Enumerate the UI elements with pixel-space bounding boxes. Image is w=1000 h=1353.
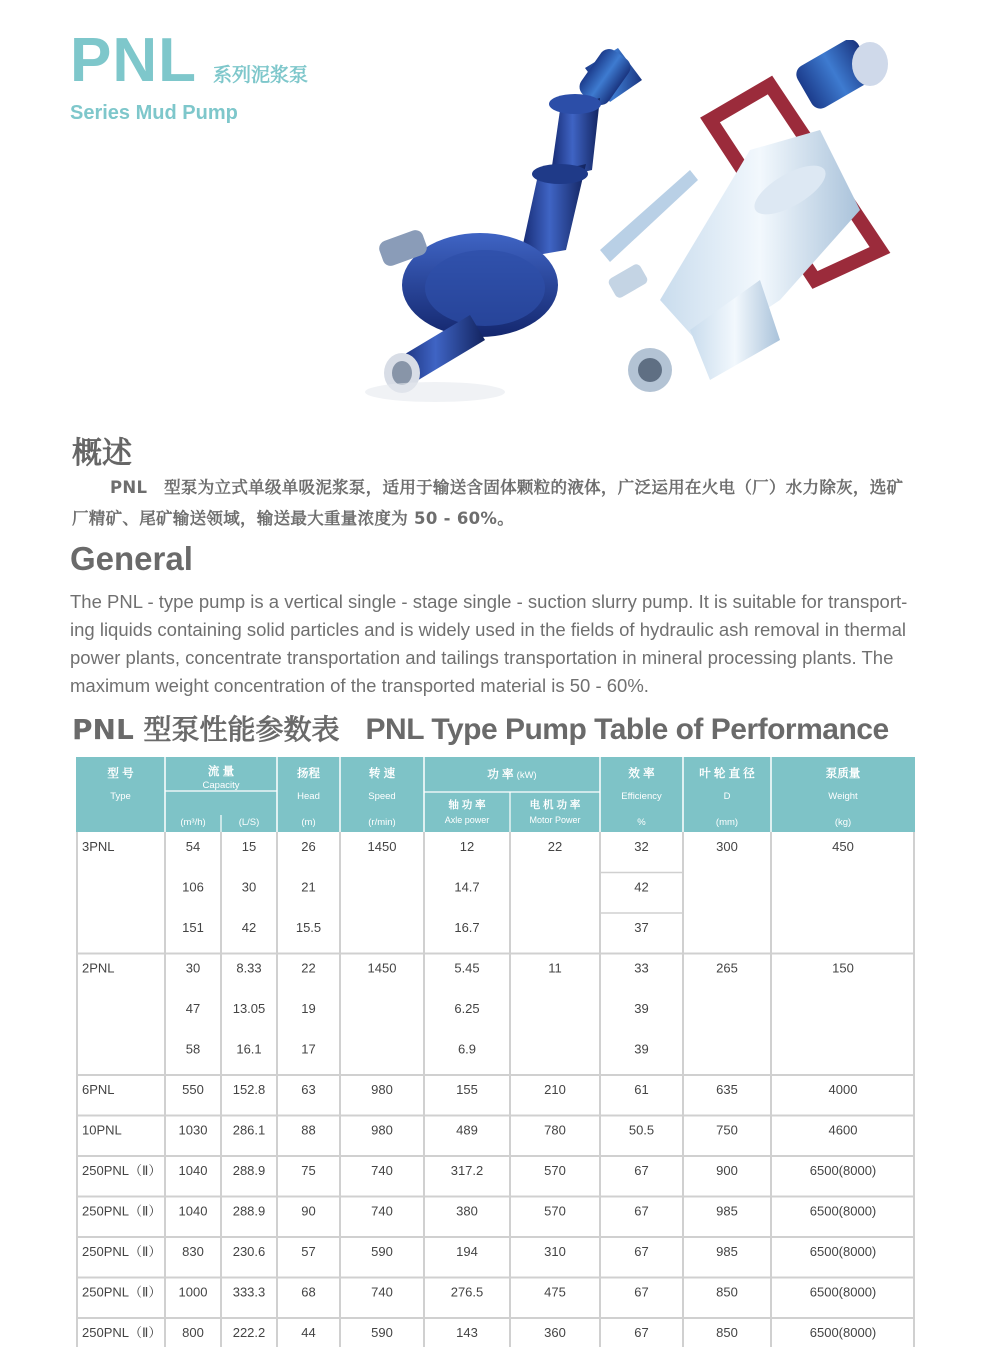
cell-weight: 6500(8000) [809,1325,877,1340]
cell-efficiency: 67 [634,1163,649,1178]
cell-capacity-ls: 288.9 [232,1203,266,1219]
cell-type: 250PNL（Ⅱ） [82,1203,162,1219]
pump-left [365,45,642,402]
cell-impeller-diameter: 300 [716,839,738,854]
cell-speed: 1450 [367,960,397,976]
cell-capacity-ls: 288.9 [232,1163,266,1178]
header-motor-power-en: Motor Power [529,815,581,825]
cell-head: 68 [301,1284,316,1300]
header-efficiency-en: Efficiency [621,791,662,802]
header-head-en: Head [297,791,320,802]
cell-efficiency: 32 [634,839,649,854]
cell-efficiency: 39 [634,1041,649,1057]
cell-speed: 980 [371,1122,393,1138]
cell-capacity-m3h: 30 [185,960,201,976]
header-speed-unit: (r/min) [368,817,396,828]
cell-axle-power: 5.45 [454,960,480,976]
cell-capacity-m3h: 830 [182,1244,204,1259]
cell-capacity-ls: 333.3 [232,1284,266,1300]
cell-weight: 450 [832,839,854,854]
cell-motor-power: 22 [547,839,563,854]
cell-speed: 980 [371,1082,393,1097]
cell-motor-power: 780 [544,1122,566,1138]
cell-weight: 6500(8000) [809,1244,877,1259]
cell-speed: 590 [371,1325,393,1340]
cell-impeller-diameter: 985 [716,1244,738,1259]
cell-motor-power: 11 [548,960,562,976]
cell-type: 250PNL（Ⅱ） [82,1325,162,1340]
cell-impeller-diameter: 900 [716,1163,738,1178]
header-type-cn: 型 号 [107,768,134,780]
cell-type: 3PNL [82,839,115,854]
performance-table [76,757,915,1347]
cell-motor-power: 570 [544,1203,566,1219]
header-capacity-cn: 流 量 [207,766,235,778]
cell-motor-power: 210 [544,1082,566,1097]
cell-weight: 150 [832,960,854,976]
header-power: 功 率 (kW) [487,769,537,781]
header-speed-en: Speed [368,791,396,802]
cell-efficiency: 37 [634,920,649,935]
cell-speed: 1450 [367,839,397,854]
table-title-cn: PNL 型泵性能参数表 [72,713,340,746]
header-diameter-unit: (mm) [715,817,739,828]
cell-efficiency: 67 [634,1325,649,1340]
cell-head: 57 [301,1244,316,1259]
cell-impeller-diameter: 750 [716,1122,738,1138]
cell-capacity-ls: 152.8 [232,1082,266,1097]
cell-head: 21 [301,879,316,895]
cell-head: 90 [301,1203,316,1219]
cell-type: 250PNL（Ⅱ） [82,1163,162,1178]
cell-weight: 6500(8000) [809,1284,877,1300]
cell-efficiency: 67 [634,1284,649,1300]
cell-efficiency: 33 [634,960,649,976]
cell-axle-power: 155 [456,1082,478,1097]
cell-motor-power: 570 [544,1163,566,1178]
header-power-unit: (kW) [516,770,537,781]
cell-capacity-m3h: 1030 [178,1122,208,1138]
cell-head: 17 [301,1041,316,1057]
cell-weight: 4000 [828,1082,858,1097]
cell-head: 26 [301,839,316,854]
cell-impeller-diameter: 635 [716,1082,738,1097]
overview-text-cn: PNL 型泵为立式单级单吸泥浆泵，适用于输送含固体颗粒的液体，广泛运用在火电（厂）水力除灰，选矿厂精矿、尾矿输送领域，输送最大重量浓度为 50 - 60%。 [72,478,904,528]
cell-capacity-ls: 222.2 [232,1325,266,1340]
cell-motor-power: 475 [544,1284,566,1300]
cell-efficiency: 61 [634,1082,649,1097]
cell-efficiency: 42 [634,879,649,895]
overview-title-cn: 概述 [72,436,132,471]
cell-capacity-m3h: 58 [185,1041,201,1057]
header-head-cn: 扬程 [297,768,320,780]
cell-capacity-ls: 8.33 [236,960,262,976]
cell-head: 75 [301,1163,316,1178]
cell-capacity-m3h: 550 [182,1082,204,1097]
header-efficiency-cn: 效 率 [628,768,655,780]
pump-product-image [360,40,920,410]
header-efficiency-unit: % [637,817,646,828]
header-weight-unit: (kg) [834,817,852,828]
cell-head: 44 [301,1325,316,1340]
cell-capacity-ls: 15 [241,839,257,854]
cell-weight: 6500(8000) [809,1203,877,1219]
header-weight-cn: 泵质量 [825,768,861,780]
header-capacity-unit-m3h: (m³/h) [180,817,206,828]
cell-speed: 740 [371,1203,393,1219]
cell-axle-power: 489 [456,1122,478,1138]
cell-impeller-diameter: 850 [716,1325,738,1340]
cell-motor-power: 310 [544,1244,566,1259]
cell-axle-power: 143 [456,1325,478,1340]
cell-head: 88 [301,1122,316,1138]
cell-impeller-diameter: 985 [716,1203,738,1219]
cell-axle-power: 14.7 [454,879,480,895]
series-title-cn: 系列泥浆泵 [213,64,309,86]
header-capacity-en: Capacity [202,780,240,791]
table-title-en: PNL Type Pump Table of Performance [365,713,889,746]
series-title-en: Series Mud Pump [70,102,238,124]
cell-speed: 740 [371,1284,393,1300]
cell-capacity-ls: 230.6 [232,1244,266,1259]
cell-head: 19 [301,1001,316,1016]
cell-capacity-ls: 16.1 [236,1041,262,1057]
cell-efficiency: 67 [634,1244,649,1259]
brand [70,26,309,95]
brand-title: PNL [70,26,197,95]
cell-capacity-m3h: 106 [182,879,204,895]
header-head-unit: (m) [301,817,316,828]
cell-weight: 4600 [828,1122,858,1138]
cell-type: 2PNL [82,960,115,976]
pump-right [600,40,888,392]
cell-impeller-diameter: 850 [716,1284,738,1300]
header-capacity-unit-ls: (L/S) [238,817,260,828]
cell-type: 10PNL [82,1122,122,1138]
cell-motor-power: 360 [544,1325,566,1340]
cell-speed: 590 [371,1244,393,1259]
cell-head: 15.5 [295,920,322,935]
header-speed-cn: 转 速 [368,768,396,780]
cell-axle-power: 276.5 [450,1284,484,1300]
cell-capacity-m3h: 1000 [178,1284,208,1300]
cell-capacity-m3h: 47 [185,1001,201,1016]
cell-axle-power: 16.7 [454,920,480,935]
header-diameter-cn: 叶 轮 直 径 [699,768,755,780]
cell-capacity-m3h: 54 [185,839,201,854]
cell-efficiency: 67 [634,1203,649,1219]
cell-capacity-m3h: 1040 [178,1203,208,1219]
cell-speed: 740 [371,1163,393,1178]
cell-axle-power: 6.9 [457,1041,477,1057]
cell-type: 250PNL（Ⅱ） [82,1284,162,1300]
cell-axle-power: 380 [456,1203,478,1219]
cell-capacity-ls: 42 [241,920,257,935]
cell-capacity-m3h: 1040 [178,1163,208,1178]
cell-efficiency: 50.5 [628,1122,655,1138]
overview-text-en: The PNL - type pump is a vertical single - stage single - suction slurry pump. It is suitable for transport-ing liquids containing solid particles and is widely used in the fields of hydraulic ash removal in thermal power plants, concentrate transportation and tailings transportation in mineral processing plants. The maximum weight concentration of the transported material is 50 - 60%. [70,591,908,696]
overview-title-en: General [70,540,193,577]
header-diameter-en: D [723,791,731,802]
cell-head: 63 [301,1082,316,1097]
cell-type: 250PNL（Ⅱ） [82,1244,162,1259]
header-type-en: Type [110,791,131,802]
cell-axle-power: 6.25 [454,1001,480,1016]
header-axle-power-cn: 轴 功 率 [448,799,486,811]
cell-type: 6PNL [82,1082,115,1097]
cell-capacity-ls: 13.05 [232,1001,266,1016]
cell-capacity-m3h: 151 [182,920,204,935]
cell-efficiency: 39 [634,1001,649,1016]
cell-capacity-ls: 286.1 [232,1122,266,1138]
cell-axle-power: 12 [459,839,475,854]
cell-head: 22 [301,960,316,976]
cell-axle-power: 317.2 [450,1163,484,1178]
header-motor-power-cn: 电 机 功 率 [529,799,581,811]
cell-weight: 6500(8000) [809,1163,877,1178]
table-title [72,708,889,748]
header-weight-en: Weight [828,791,858,802]
cell-capacity-ls: 30 [241,879,257,895]
cell-axle-power: 194 [456,1244,478,1259]
header-axle-power-en: Axle power [444,815,490,825]
header [70,26,309,125]
cell-capacity-m3h: 800 [182,1325,204,1340]
cell-impeller-diameter: 265 [716,960,738,976]
